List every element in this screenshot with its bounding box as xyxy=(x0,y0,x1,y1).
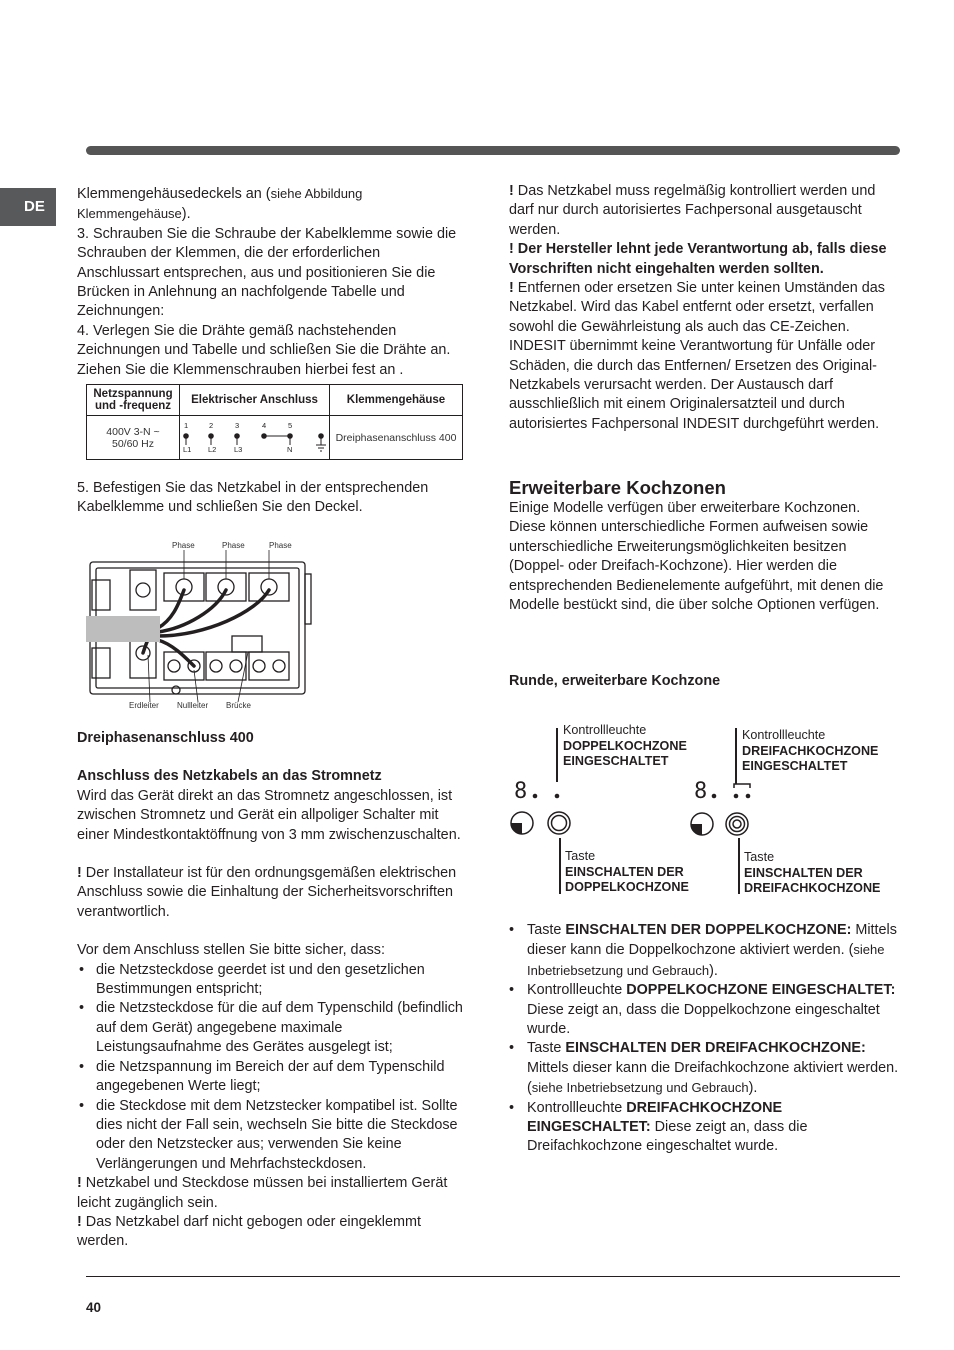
terminal-3-label: 3 xyxy=(234,421,239,430)
list-item: • die Netzsteckdose geerdet ist und den gesetzlichen Bestimmungen entspricht; xyxy=(77,961,463,1000)
installer-note: ! Der Installateur ist für den ordnungsgemäßen elektrischen Anschluss sowie die Einhaltung der Sicherheitsvorschriften verantwortlich. xyxy=(77,865,457,920)
list-item: • Taste EINSCHALTEN DER DOPPELKOCHZONE: Mittels dieser kann die Doppelkochzone aktiviert werden. (siehe Inbetriebsetzung und Gebrauch). xyxy=(509,921,899,981)
list-item: • die Steckdose mit dem Netzstecker kompatibel ist. Sollte dies nicht der Fall sein, wechseln Sie bitte die Steckdose oder den Netzstecker aus; verwenden Sie keine Verlängerungen und Mehrfachsteckdosen. xyxy=(77,1097,463,1175)
connection-type-cell: Dreiphasenanschluss 400 xyxy=(330,416,463,460)
step-2-continuation: Klemmengehäusedeckels an (siehe Abbildung Klemmengehäuse). xyxy=(77,186,363,223)
section-intro: Einige Modelle verfügen über erweiterbare Kochzonen. Diese können unterschiedliche Formen aufweisen sowie unterschiedliche Erweiterungsmöglichkeiten besitzen (Doppel- oder Dreifach-Kochzone). Hier werden die entsprechenden Bedienelemente aufgeführt, mit denen die Modelle bestückt sind, die über solche Optionen verfügen. xyxy=(509,500,884,614)
display-left: 8 xyxy=(514,779,528,804)
language-tab: DE xyxy=(0,188,56,226)
double-zone-button-label: Taste EINSCHALTEN DER DOPPELKOCHZONE xyxy=(565,849,689,894)
step-5: 5. Befestigen Sie das Netzkabel in der entsprechenden Kabelklemme und schließen Sie den Deckel. xyxy=(77,480,429,516)
phase-label-3: Phase xyxy=(269,541,292,550)
phase-l2-label: L2 xyxy=(207,445,216,454)
terminal-block-illustration xyxy=(86,540,316,715)
header-rule xyxy=(86,146,900,155)
list-item: • Taste EINSCHALTEN DER DREIFACHKOCHZONE: Mittels dieser kann die Dreifachkochzone aktiviert werden. (siehe Inbetriebsetzung und Gebrauch). xyxy=(509,1039,899,1098)
connection-text: Wird das Gerät direkt an das Stromnetz angeschlossen, ist zwischen Stromnetz und Gerät ein allpoliger Schalter mit einer Mindestkontaktöffnung von 3 mm zwischenzuschalten. xyxy=(77,787,461,843)
manufacturer-disclaimer: ! Der Hersteller lehnt jede Verantwortung ab, falls diese Vorschriften nicht eingehalten werden sollten. xyxy=(509,241,887,277)
col-connection-header: Elektrischer Anschluss xyxy=(180,385,330,416)
precondition-list xyxy=(77,961,463,1174)
section-heading: Erweiterbare Kochzonen xyxy=(509,477,726,498)
terminal-2-label: 2 xyxy=(208,421,213,430)
figure-caption: Dreiphasenanschluss 400 xyxy=(77,730,254,746)
bend-note: ! Das Netzkabel darf nicht gebogen oder eingeklemmt werden. xyxy=(77,1213,421,1250)
neutral-conductor-label: Nullleiter xyxy=(177,701,209,710)
phase-l1-label: L1 xyxy=(182,445,191,454)
list-item: • die Netzsteckdose für die auf dem Typenschild (befindlich auf dem Gerät) angegebene maximale Leistungsaufnahme des Gerätes ausgelegt ist; xyxy=(77,999,463,1057)
triple-zone-indicator-label: Kontrollleuchte DREIFACHKOCHZONE EINGESCHALTET xyxy=(742,728,879,773)
cable-replacement-note: ! Entfernen oder ersetzen Sie unter keinen Umständen das Netzkabel. Wird das Kabel entfernt oder ersetzt, verfallen sowohl die Gewährleistung als auch das CE-Zeichen. INDESIT übernimmt keine Verantwortung für Unfälle oder Schäden, die durch das Entfernen/ Ersetzen des Original-Netzkabels verursacht werden. Der Austausch darf ausschließlich mit einem Originalersatzteil und durch autorisiertes Fachpersonal INDESIT durchgeführt werden. xyxy=(509,280,885,432)
col-voltage-header: Netzspannung und -frequenz xyxy=(87,385,180,416)
double-zone-indicator-label: Kontrollleuchte DOPPELKOCHZONE EINGESCHALTET xyxy=(563,723,687,768)
access-note: ! Netzkabel und Steckdose müssen bei installiertem Gerät leicht zugänglich sein. xyxy=(77,1175,448,1211)
step-4: 4. Verlegen Sie die Drähte gemäß nachstehenden Zeichnungen und Tabelle und schließen Sie die Drähte an. Ziehen Sie die Klemmenschrauben hierbei fest an . xyxy=(77,322,451,378)
round-zone-subheading: Runde, erweiterbare Kochzone xyxy=(509,673,721,689)
controls-description xyxy=(509,921,899,1157)
cable-inspection-note: ! Das Netzkabel muss regelmäßig kontrolliert werden und darf nur durch autorisiertes Fachpersonal ausgetauscht werden. xyxy=(509,183,876,238)
connection-table xyxy=(86,384,463,460)
left-column-bottom xyxy=(77,729,463,1252)
left-column-top xyxy=(77,184,463,380)
terminal-5-label: 5 xyxy=(287,421,292,430)
list-item: • die Netzspannung im Bereich der auf dem Typenschild angegebenen Werte liegt; xyxy=(77,1058,463,1097)
footer-rule xyxy=(86,1276,900,1277)
before-connection-intro: Vor dem Anschluss stellen Sie bitte sicher, dass: xyxy=(77,942,385,959)
triple-zone-button-label: Taste EINSCHALTEN DER DREIFACHKOCHZONE xyxy=(744,850,881,895)
voltage-cell: 400V 3-N ~ 50/60 Hz xyxy=(87,416,180,460)
step-3: 3. Schrauben Sie die Schraube der Kabelklemme sowie die Schrauben der Klemmen, die der erforderlichen Anschlussart entsprechen, aus und positionieren Sie die Brücken in Anlehnung an nachfolgende Tabelle und Zeichnungen: xyxy=(77,225,457,320)
expandable-zones-section xyxy=(509,477,899,615)
list-item: • Kontrollleuchte DOPPELKOCHZONE EINGESCHALTET: Diese zeigt an, dass die Doppelkochzone eingeschaltet wurde. xyxy=(509,981,899,1039)
earth-conductor-label: Erdleiter xyxy=(129,701,159,710)
terminal-block-figure xyxy=(86,540,316,715)
phase-label-1: Phase xyxy=(172,541,195,550)
display-right: 8 xyxy=(694,779,708,804)
terminal-1-label: 1 xyxy=(183,421,188,430)
connection-heading: Anschluss des Netzkabels an das Stromnetz xyxy=(77,768,382,785)
wiring-diagram-cell xyxy=(180,416,330,460)
terminal-wiring-diagram xyxy=(181,416,329,456)
right-column-top xyxy=(509,182,899,434)
phase-label-2: Phase xyxy=(222,541,245,550)
list-item: • Kontrollleuchte DREIFACHKOCHZONE EINGESCHALTET: Diese zeigt an, dass die Dreifachkochzone eingeschaltet wurde. xyxy=(509,1099,899,1157)
page-number: 40 xyxy=(86,1300,102,1315)
bridge-label: Brücke xyxy=(226,701,251,710)
phase-l3-label: L3 xyxy=(233,445,242,454)
col-terminal-header: Klemmengehäuse xyxy=(330,385,463,416)
phase-n-label: N xyxy=(286,445,292,454)
terminal-4-label: 4 xyxy=(261,421,266,430)
control-panel-figure xyxy=(500,720,900,900)
controls-list xyxy=(509,921,899,1157)
